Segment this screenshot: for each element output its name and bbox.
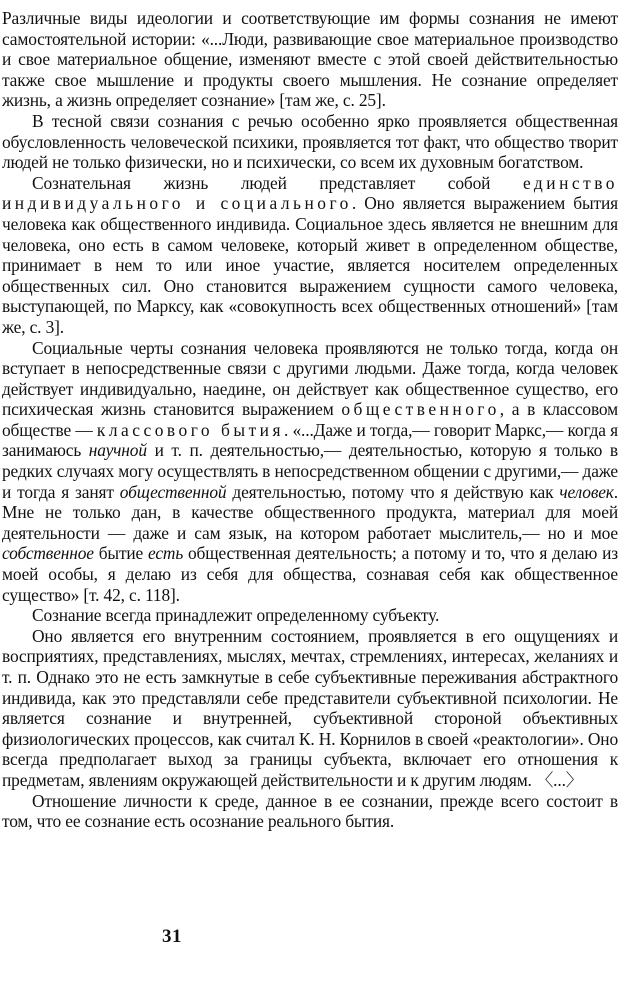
text-run: . Мне не только дан, в качестве общественного продукта, материал для моей деятельности — даже и сам язык, на котором работает мыслитель,— но и мое xyxy=(2,481,618,543)
text-run: Различные виды идеологии и соответствующие им формы сознания не имеют самостоятельной истории: «...Люди, развивающие свое материальное производство и свое материальное общение, изменяют вместе с этой своей действительностью также свое мышление и продукты своего мышления. Не сознание определяет жизнь, а жизнь определяет сознание» [там же, с. 25]. xyxy=(2,8,618,111)
body-text xyxy=(2,8,618,832)
text-run: общественная деятельность; а потому и то, что я делаю из моей особы, я делаю из себя для общества, сознавая себя как общественное существо» [т. 42, с. 118]. xyxy=(2,543,618,605)
page-number: 31 xyxy=(162,926,182,947)
paragraph xyxy=(2,173,618,338)
italic-emphasis: общественной xyxy=(119,481,227,502)
paragraph xyxy=(2,791,618,832)
text-run: Сознательная жизнь людей представляет собой xyxy=(32,172,523,193)
text-run: Оно является его внутренним состоянием, проявляется в его ощущениях и восприятиях, представлениях, мыслях, мечтах, стремлениях, интересах, желаниях и т. п. Однако это не есть замкнутые в себе субъективные переживания абстрактного индивида, как это представляли себе представители субъективной психологии. Не является сознание и внутренней, субъективной стороной объективных физиологических процессов, как считал К. Н. Корнилов в своей «реактологии». Оно всегда предполагает выход за границы субъекта, включает его отношения к предметам, явлениям окружающей действительности и к другим людям. 〈...〉 xyxy=(2,625,618,790)
text-run: деятельностью, потому что я действую как xyxy=(226,481,560,502)
text-run: и т. п. деятельностью,— деятельностью, которую я только в редких случаях могу осуществлять в непосредственном общении с другими,— даже и тогда я занят xyxy=(2,440,618,502)
paragraph xyxy=(2,8,618,111)
text-run: Отношение личности к среде, данное в ее сознании, прежде всего состоит в том, что ее сознание есть осознание реального бытия. xyxy=(2,790,618,832)
paragraph xyxy=(2,626,618,791)
text-run: В тесной связи сознания с речью особенно ярко проявляется общественная обусловленность человеческой психики, проявляется тот факт, что общество творит людей не только физически, но и психически, со всем их духовным богатством. xyxy=(2,110,618,173)
italic-emphasis: научной xyxy=(88,440,147,461)
spaced-emphasis: единство индивидуального и социального xyxy=(2,172,618,214)
italic-emphasis: собственное xyxy=(2,543,94,564)
text-run: Сознание всегда принадлежит определенному субъекту. xyxy=(32,605,440,626)
spaced-emphasis: классового бытия xyxy=(96,419,284,440)
text-run: Социальные черты сознания человека проявляются не только тогда, когда он вступает в непосредственные связи с другими людьми. Даже тогда, когда человек действует индивидуально, наедине, он действует как общественное существо, его психическая жизнь становится выражением xyxy=(2,337,618,420)
text-run: , а в классовом обществе — xyxy=(2,399,618,440)
paragraph xyxy=(2,338,618,606)
paragraph xyxy=(2,605,618,626)
text-run: . Оно является выражением бытия человека как общественного индивида. Социальное здесь является не внешним для человека, оно есть в самом человеке, который живет в определенном обществе, принимает в нем то или иное участие, является носителем определенных общественных сил. Оно становится выражением сущности самого человека, выступающей, по Марксу, как «совокупность всех общественных отношений» [там же, с. 3]. xyxy=(2,193,618,337)
spaced-emphasis: общественного xyxy=(341,399,500,420)
italic-emphasis: есть xyxy=(148,543,184,564)
italic-emphasis: человек xyxy=(559,481,614,502)
text-run: . «...Даже и тогда,— говорит Маркс,— когда я занимаюсь xyxy=(2,419,619,461)
text-run: бытие xyxy=(93,543,149,564)
paragraph xyxy=(2,111,618,173)
